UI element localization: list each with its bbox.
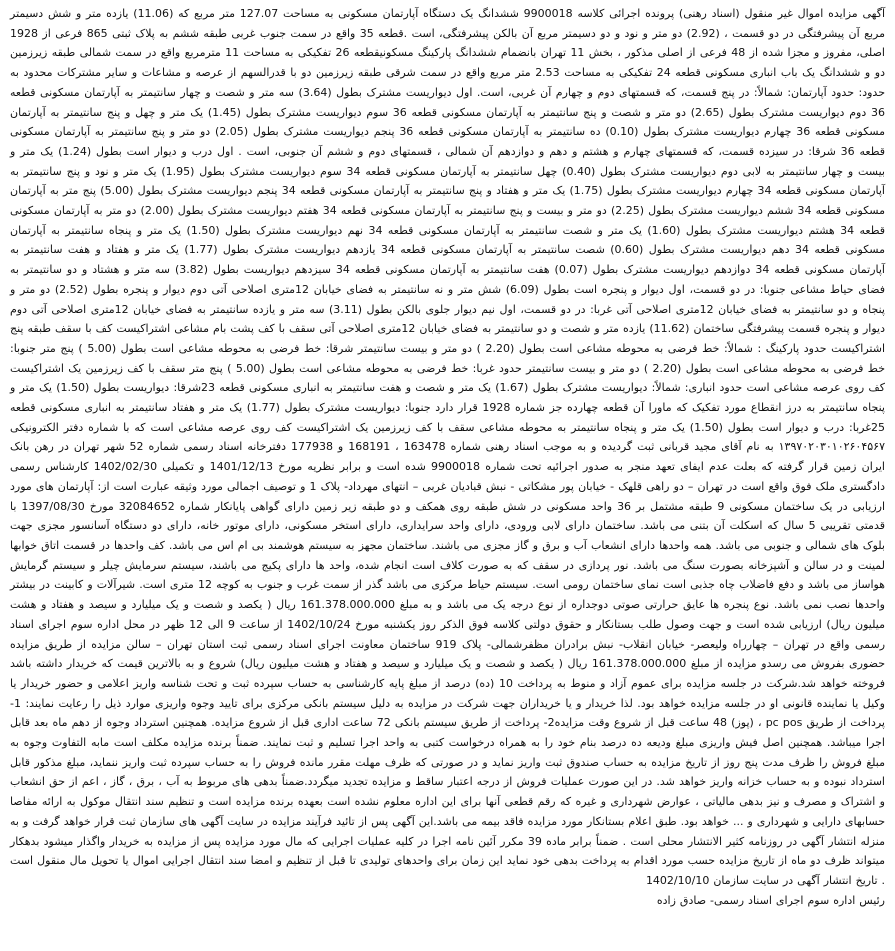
notice-signature: رئیس اداره سوم اجرای اسناد رسمی- صادق زاده xyxy=(656,893,885,907)
notice-body: آگهی مزایده اموال غیر منقول (اسناد رهنی) پرونده اجرائی کلاسه 9900018 ششدانگ یک دستگاه آپارتمان مسکونی به مساحت 127.07 متر مربع که (11.06) یازده متر و شش دسیمتر مربع آن پیشرفتگی در دو قسمت ، (2.92) دو متر و نود و دو دسیمتر مربع آن بالکن پیشرفتگی، است .قطعه 35 واقع در سمت جنوب غربی طبقه ششم به پلاک ثبتی 865 فرعی از 1928 اصلی، مفروز و مجزا شده از 48 فرعی از اصلی مذکور ، بخش 11 تهران بانضمام ششدانگ پارکینگ مسکونیقطعه 26 تفکیکی به مساحت 11 مترمربع واقع در سمت شمالی طبقه زیرزمین دو و ششدانگ یک باب انباری مسکونی قطعه 24 تفکیکی به مساحت 2.53 متر مربع واقع در سمت شرقی طبقه زیرزمین دو با قدرالسهم از عرصه و مشاعات و سایر مشترکات محدود به حدود: حدود آپارتمان: شمالاً: در پنج قسمت، که قسمتهای دوم و چهارم آن غربی، است. اول دیواریست مشترک بطول (3.64) سه متر و شصت و چهار سانتیمتر به آپارتمان مسکونی قطعه 36 دوم دیواریست مشترک بطول (2.65) دو متر و شصت و پنج سانتیمتر به آپارتمان مسکونی قطعه 36 سوم دیواریست مشترک بطول (1.45) یک متر و چهل و پنج سانتیمتر به آپارتمان مسکونی قطعه 36 چهارم دیواریست مشترک بطول (0.10) ده سانتیمتر به آپارتمان مسکونی قطعه 36 پنجم دیواریست مشترک بطول (2.05) دو متر و پنج سانتیمتر به آپارتمان مسکونی قطعه 36 شرقا: در سیزده قسمت، که قسمتهای چهارم و هشتم و دهم و دوازدهم آن شمالی ، قسمتهای دوم و ششم آن جنوبی، است . اول درب و دیوار است بطول (1.24) یک متر و بیست و چهار سانتیمتر به لابی دوم دیواریست مشترک بطول (0.40) چهل سانتیمتر به آپارتمان مسکونی قطعه 34 سوم دیواریست مشترک بطول (1.95) یک متر و نود و پنج سانتیمتر به آپارتمان مسکونی قطعه 34 چهارم دیواریست مشترک بطول (1.75) یک متر و هفتاد و پنج سانتیمتر به آپارتمان مسکونی قطعه 34 پنجم دیواریست مشترک بطول (5.00) پنج متر به آپارتمان مسکونی قطعه 34 ششم دیواریست مشترک بطول (2.25) دو متر و بیست و پنج سانتیمتر به آپارتمان مسکونی قطعه 34 هفتم دیواریست مشترک بطول (2.00) دو متر به آپارتمان مسکونی قطعه 34 هشتم دیواریست مشترک بطول (1.60) یک متر و شصت سانتیمتر به آپارتمان مسکونی قطعه 34 نهم دیواریست مشترک بطول (1.50) یک متر و پنجاه سانتیمتر به آپارتمان مسکونی قطعه 34 دهم دیواریست مشترک بطول (0.60) شصت سانتیمتر به آپارتمان مسکونی قطعه 34 یازدهم دیواریست مشترک بطول (1.77) یک متر و هفتاد و هفت سانتیمتر به آپارتمان مسکونی قطعه 34 دوازدهم دیواریست مشترک بطول (0.07) هفت سانتیمتر به آپارتمان مسکونی قطعه 34 سیزدهم دیواریست بطول (3.82) سه متر و هشتاد و دو سانتیمتر به فضای حیاط مشاعی جنوبا: در دو قسمت، اول دیوار و پنجره است بطول (6.09) شش متر و نه سانتیمتر به فضای خیابان 12متری اصلاحی آتی دوم دیوار و پنجره بطول (2.52) دو متر و پنجاه و دو سانتیمتر به فضای خیابان 12متری اصلاحی آتی غربا: در دو قسمت، اول نیم دیوار جلوی بالکن بطول (3.11) سه متر و یازده سانتیمتر به فضای خیابان 12متری اصلاحی آتی دوم دیوار و پنجره قسمت پیشرفتگی ساختمان (11.62) یازده متر و شصت و دو سانتیمتر به فضای خیابان 12متری اصلاحی آتی سقف با کف پشت بام مشاعی اشتراکیست کف با سقف طبقه پنج اشتراکیست حدود پارکینگ : شمالاً: خط فرضی به محوطه مشاعی است بطول (2.20 ) دو متر و بیست سانتیمتر شرقا: خط فرضی به محوطه مشاعی است بطول (5.00 ) پنج متر جنوبا: خط فرضی به محوطه مشاعی است بطول (2.20 ) دو متر و بیست سانتیمتر حدود غربا: خط فرضی به محوطه مشاعی است بطول (5.00 ) پنج متر سقف با کف زیرزمین یک اشتراکیست کف روی عرصه مشاعی است حدود انباری: شمالاً: دیواریست مشترک بطول (1.67) یک متر و شصت و هفت سانتیمتر به انباری مسکونی قطعه 23شرقا: دیواریست بطول (1.50) یک متر و پنجاه سانتیمتر به درز انقطاع مورد تفکیک که ماورا آن قطعه چهارده جز شماره 1928 قرار دارد جنوبا: دیواریست مشترک بطول (1.77) یک متر و هفتاد سانتیمتر به انباری مسکونی قطعه 25غربا: درب و دیوار است بطول (1.50) یک متر و پنجاه سانتیمتر به محوطه مشاعی سقف با کف زیرزمین یک اشتراکیست کف روی عرصه مشاعی است که با شماره دفتر الکترونیکی ۱۳۹۷۰۲۰۳۰۱۰۲۶۰۴۵۶۷ به نام آقای مجید قربانی ثبت گردیده و به موجب اسناد رهنی شماره 163478 ، 168191 و 177938 دفترخانه اسناد رسمی شماره 52 شهر تهران در رهن بانک ایران زمین قرار گرفته که بعلت عدم ایفای تعهد منجر به صدور اجرائیه تحت شماره 9900018 شده است و برابر نظریه مورخ 1401/12/13 و تکمیلی 1402/02/30 کارشناس رسمی دادگستری ملک فوق واقع است در تهران – دو راهی قلهک - خیابان پور مشکاتی - نبش قبادیان غربی – انتهای مهرداد- پلاک 1 و توصیف اجمالی مورد وثیقه عبارت است از: آپارتمان های مورد ارزیابی در یک ساختمان مسکونی 9 طبقه مشتمل بر 36 واحد مسکونی در شش طبقه روی همکف و دو طبقه زیر زمین دارای گواهی پایانکار شماره 32084652 مورخ 1397/08/30 با قدمتی تقریبی 5 سال که اسکلت آن بتنی می باشد. ساختمان دارای لابی ورودی، دارای واحد سرایداری، دارای استخر مسکونی، دارای موتور خانه، دارای دو دستگاه آسانسور مجزی جهت بلوک های شمالی و جنوبی می باشد. همه واحدها دارای انشعاب آب و برق و گاز مجزی می باشند. ساختمان مجهز به سیستم هوشمند بی ام اس می باشد. کف واحدها در قسمت اتاق خوابها لمینت و در سالن و آشپزخانه بصورت سنگ می باشد. نور پردازی در سقف که به صورت کلاف است انجام شده، واحد ها دارای پکیج می باشند، سیستم سرمایش چیلر و سیستم گرمایش هواساز می باشد و دفع فاضلاب چاه جذبی است نمای ساختمان رومی است. سیستم حیاط مرکزی می باشد گذر از سمت غرب و جنوب به کوچه 12 متری است. شیرآلات و کابینت در بیشتر واحدها نصب نمی باشد. نوع پنجره ها عایق حرارتی صوتی دوجداره از نوع درجه یک می باشد و به مبلغ 161.378.000.000 ریال ( یکصد و شصت و یک میلیارد و سیصد و هفتاد و هشت میلیون ریال) ارزیابی شده است و جهت وصول طلب بستانکار و حقوق دولتی کلاسه فوق الذکر روز یکشنبه مورخ 1402/10/24 از ساعت 9 الی 12 ظهر در محل اداره سوم اجرای اسناد رسمی واقع در تهران – چهارراه ولیعصر- خیابان انقلاب- نبش برادران مظفرشمالی- پلاک 919 ساختمان معاونت اجرای اسناد رسمی ثبت استان تهران – سالن مزایده از طریق مزایده حضوری بفروش می رسدو مزایده از مبلغ 161.378.000.000 ریال ( یکصد و شصت و یک میلیارد و سیصد و هفتاد و هشت میلیون ریال) شروع و به بالاترین قیمت که خریدار داشته باشد فروخته خواهد شد.شرکت در جلسه مزایده برای عموم آزاد و منوط به پرداخت 10 (ده) درصد از مبلغ پایه کارشناسی به حساب سپرده ثبت و تحت شناسه واریز اعلامی و حضور خریدار یا وکیل یا نماینده قانونی او در جلسه مزایده خواهد بود. لذا خریدار و یا خریداران جهت شرکت در مزایده به دلیل سیستم بانکی مرکزی برای تایید وجوه واریزی موارد ذیل را رعایت نمایند: 1- پرداخت از طریق pc pos ، (پوز) 48 ساعت قبل از شروع وقت مزایده2- پرداخت از طریق سیستم بانکی 72 ساعت اداری قبل از شروع مزایده. همچنین استرداد وجوه از دهم ماه بعد قابل اجرا میباشد. همچنین اصل فیش واریزی مبلغ ودیعه ده درصد بنام خود را به همراه درخواست کتبی به واحد اجرا تسلیم و ثبت نمایند. ضمناً برنده مزایده مکلف است مابه التفاوت وجوه به مبلغ فروش را ظرف مدت پنج روز از تاریخ مزایده به حساب صندوق ثبت واریز نماید و در صورتی که ظرف مهلت مقرر مانده فروش را به حساب سپرده ثبت واریز ننماید، مبلغ مذکور قابل استرداد نبوده و به حساب خزانه واریز خواهد شد. در این صورت عملیات فروش از درجه اعتبار ساقط و مزایده تجدید میگردد.ضمناً بدهی های مربوط به آب ، برق ، گاز ، اعم از حق انشعاب و اشتراک و مصرف و نیز بدهی مالیاتی ، عوارض شهرداری و غیره که رقم قطعی آنها برای این اداره معلوم نشده است بعهده برنده مزایده است و تنظیم سند انتقال موکول به ارائه مفاصا حسابهای دارایی و شهرداری و ... خواهد بود. طبق اعلام بستانکار مورد مزایده فاقد بیمه می باشد.این آگهی پس از تائید فرآیند مزایده در سایت آگهی های سازمان ثبت قرار خواهد گرفت و به منزله انتشار آگهی در روزنامه کثیر الانتشار محلی است . ضمناً برابر ماده 39 مکرر آئین نامه اجرا در کلیه عملیات اجرایی که مال مورد مزایده پس از مزایده به خریدار واگذار میشود بدهکار میتواند ظرف دو ماه از تاریخ مزایده حسب مورد اقدام به پرداخت بدهی خود نماید این زمان برای واحدهای تولیدی تا قبل از تنظیم و امضا سند انتقال اجرایی اموال یا تحویل مال منقول است . تاریخ انتشار آگهی در سایت سازمان 1402/10/10 xyxy=(10,7,886,887)
